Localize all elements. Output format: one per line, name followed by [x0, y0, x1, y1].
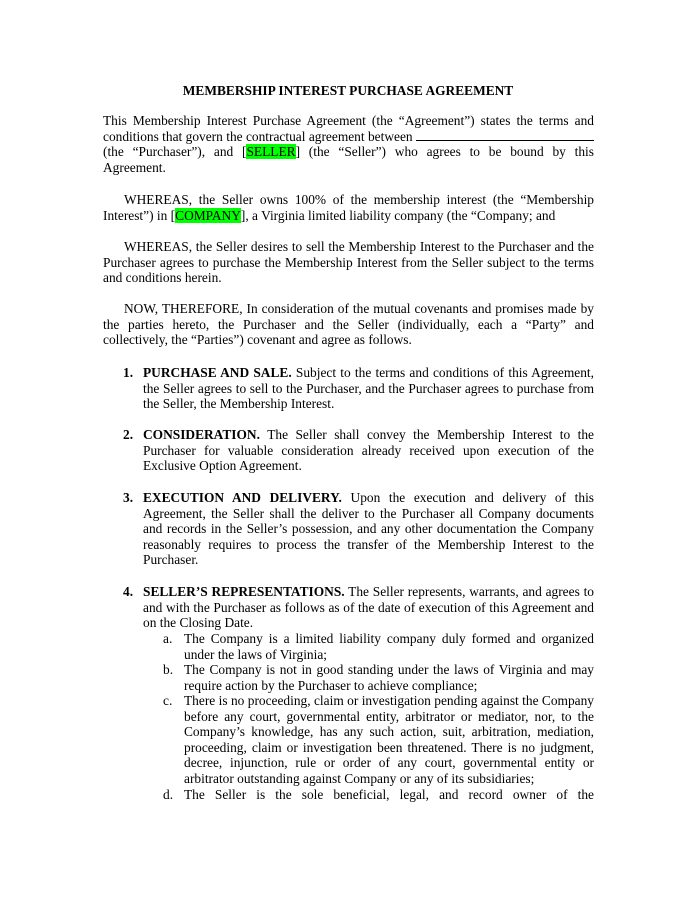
section-number: 1.: [123, 365, 134, 380]
section-4: [103, 584, 594, 631]
section-number: 3.: [123, 490, 134, 505]
intro-paragraph: [103, 113, 594, 175]
section-text: Subject to the terms and conditions of this Agreement, the Seller agrees to sell to the Purchaser, and the Purchaser agrees to purchase from the Seller, the Membership Interest.: [143, 365, 595, 411]
whereas-paragraph-2: WHEREAS, the Seller desires to sell the Membership Interest to the Purchaser and the Purchaser agrees to purchase the Membership Interest from the Seller subject to the terms and conditions herein.: [103, 239, 594, 285]
section-heading: PURCHASE AND SALE.: [143, 365, 292, 380]
subitem-c: [163, 693, 594, 786]
section-heading: SELLER’S REPRESENTATIONS.: [143, 584, 345, 599]
whereas1-text-2: ], a Virginia limited liability company (the “Company; and: [240, 207, 556, 223]
seller-placeholder: SELLER: [246, 144, 296, 159]
company-placeholder: COMPANY: [175, 207, 241, 223]
section-text: The Seller shall convey the Membership Interest to the Purchaser for valuable consideration already received upon execution of the Exclusive Option Agreement.: [143, 427, 594, 473]
subitem-d: [163, 787, 594, 803]
intro-text-1: This Membership Interest Purchase Agreement (the “Agreement”) states the terms and conditions that govern the contractual agreement between: [103, 113, 594, 144]
now-therefore-paragraph: NOW, THEREFORE, In consideration of the mutual covenants and promises made by the parties hereto, the Purchaser and the Seller (individually, each a “Party” and collectively, the “Parties”) covenant and agree as follows.: [103, 301, 594, 347]
subitem-text: There is no proceeding, claim or investigation pending against the Company before any court, governmental entity, arbitrator or mediator, nor, to the Company’s knowledge, has any such action, suit, arbitration, mediation, proceeding, claim or investigation been threatened. There is no judgment, decree, injunction, rule or order of any court, governmental entity or arbitrator outstanding against Company or any of its subsidiaries;: [184, 693, 594, 786]
section-heading: EXECUTION AND DELIVERY.: [143, 490, 342, 505]
subitem-letter: c.: [163, 693, 173, 708]
subitem-text: The Seller is the sole beneficial, legal, and record owner of the: [184, 787, 594, 802]
subitem-text: The Company is not in good standing under the laws of Virginia and may require action by the Purchaser to achieve compliance;: [184, 662, 594, 693]
section-text: Upon the execution and delivery of this Agreement, the Seller shall the deliver to the Purchaser all Company documents and records in the Seller’s possession, and any other documentation the Company reasonably requires to process the transfer of the Membership Interest to the Purchaser.: [143, 490, 595, 567]
intro-text-2: (the “Purchaser”), and [: [103, 144, 247, 159]
purchaser-blank-line: [416, 129, 594, 141]
section-2: [103, 427, 594, 474]
subitem-b: [163, 662, 594, 693]
section-text: The Seller represents, warrants, and agrees to and with the Purchaser as follows as of the date of execution of this Agreement and on the Closing Date.: [143, 584, 594, 630]
subitem-a: [163, 631, 594, 662]
document-title: MEMBERSHIP INTEREST PURCHASE AGREEMENT: [182, 83, 514, 98]
subitem-letter: b.: [163, 662, 174, 677]
section-number: 4.: [123, 584, 134, 599]
section-number: 2.: [123, 427, 134, 442]
subitem-text: The Company is a limited liability company duly formed and organized under the laws of Virginia;: [184, 631, 594, 662]
intro-text-3: ] (the “Seller”) who agrees to be bound by this Agreement.: [103, 144, 594, 175]
whereas1-text-1: WHEREAS, the Seller owns 100% of the membership interest (the “Membership Interest”) in [: [103, 192, 594, 223]
subitem-letter: a.: [163, 631, 173, 646]
section-3: [103, 490, 594, 568]
subitem-letter: d.: [163, 787, 174, 802]
whereas-paragraph-1: [103, 192, 594, 223]
section-heading: CONSIDERATION.: [143, 427, 260, 442]
section-1: [103, 365, 594, 412]
